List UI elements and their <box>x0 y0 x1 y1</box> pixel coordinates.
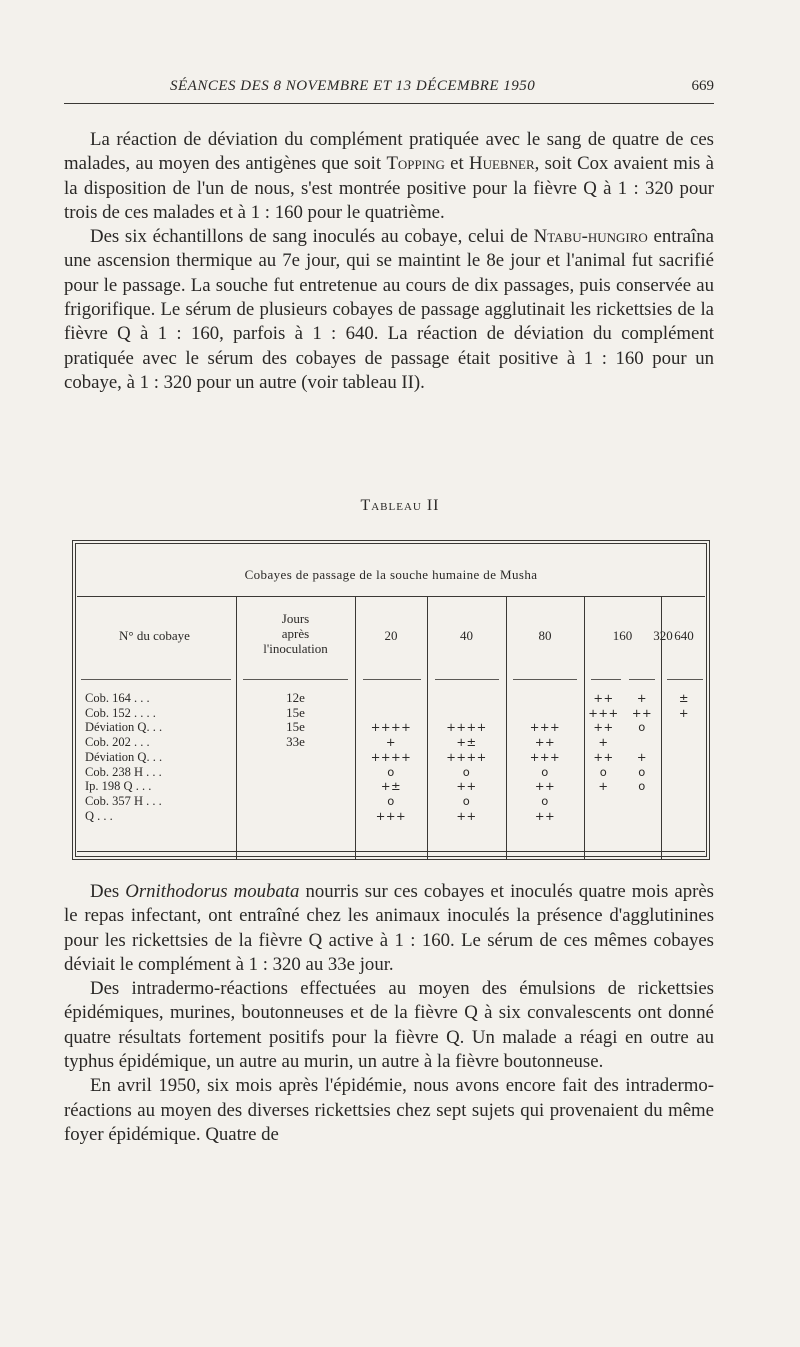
cell-d80: ++ <box>534 735 556 750</box>
table-subtitle: Cobayes de passage de la souche humaine de Musha <box>244 567 538 582</box>
paragraph-guinea-pig-inoculation: Des six échantillons de sang inoculés au cobaye, celui de Ntabu-hungiro entraîna une ascension thermique au 7e jour, qui se maintint le 8e jour et l'animal fut sacrifié pour le passage. La souche fut entretenue au cours de dix passages, puis conservée au frigorifique. Le sérum de plusieurs cobayes de passage agglutinait les rickettsies de la fièvre Q à 1 : 160, parfois à 1 : 640. La réaction de déviation du complément pratiquée avec le sérum des cobayes de passage était positive à 1 : 160 pour un cobaye, à 1 : 320 pour un autre (voir tableau II). <box>64 226 714 393</box>
cell-d40: ++ <box>456 808 477 823</box>
cell-d640: ± <box>678 691 690 705</box>
header-dilution-40: 40 <box>460 628 473 643</box>
paragraph-ornithodorus: Des Ornithodorus moubata nourris sur ces cobayes et inoculés quatre mois après le repas infectant, ont entraîné chez les animaux inoculés la présence d'agglutinines pour les rickettsies de la fièvre Q active à 1 : 160. Le sérum de ces mêmes cobayes déviait le complément à 1 : 320 au 33e jour. <box>64 881 714 975</box>
header-dash <box>363 679 421 680</box>
author-name: Topping <box>386 153 445 175</box>
cell-d160: ++ <box>593 749 614 764</box>
cell-d80: ++ <box>534 808 556 823</box>
cell-d40: ++++ <box>446 720 487 735</box>
header-dash <box>81 679 231 680</box>
cell-jours: 12e <box>286 690 305 705</box>
row-label: Cob. 164 . . . <box>85 691 150 705</box>
cell-d40: o <box>462 793 471 808</box>
patient-name: Ntabu-hungiro <box>533 226 648 248</box>
table-bottom-rule <box>77 851 705 852</box>
cell-d160: +++ <box>588 705 619 720</box>
cell-d160: ++ <box>593 720 614 735</box>
cell-d80: +++ <box>529 720 561 735</box>
cell-jours: 15e <box>286 719 305 735</box>
header-dash <box>629 679 655 680</box>
header-cobaye: N° du cobaye <box>119 628 190 643</box>
header-dilution-80: 80 <box>538 628 552 643</box>
cell-d20: ++++ <box>370 720 412 735</box>
paragraph-complement-fixation: La réaction de déviation du complément pratiquée avec le sang de quatre de ces malades, au moyen des antigènes que soit Topping et Huebner, soit Cox avaient mis à la disposition de l'un de nous, s'est montrée positive pour la fièvre Q à 1 : 320 pour trois de ces malades et à 1 : 160 pour le quatrième. <box>64 129 714 223</box>
header-dash <box>667 679 703 680</box>
cell-d20: +± <box>380 779 402 794</box>
row-label: Q . . . <box>85 808 113 823</box>
row-label: Cob. 202 . . . <box>85 735 150 750</box>
cell-d320: o <box>638 764 646 779</box>
cell-d320: ++ <box>631 705 653 720</box>
upper-text-block <box>64 128 714 395</box>
header-dash <box>513 679 577 680</box>
row-label: Cob. 152 . . . . <box>85 705 156 720</box>
cell-d640: + <box>678 705 690 720</box>
header-dilution-160: 160 <box>612 628 633 643</box>
cell-d320: + <box>636 749 648 764</box>
cell-d160: + <box>598 735 609 750</box>
cell-d20: o <box>387 764 395 779</box>
header-dash <box>591 679 621 680</box>
header-dilution-320: 320 <box>653 628 673 643</box>
cell-jours: 33e <box>286 734 305 750</box>
running-title: SÉANCES DES 8 NOVEMBRE ET 13 DÉCEMBRE 1950 <box>170 78 536 94</box>
header-dash <box>243 679 348 680</box>
cell-d20: +++ <box>375 808 407 823</box>
cell-d20: o <box>387 793 395 808</box>
cell-d80: o <box>541 793 549 808</box>
results-table <box>72 540 710 860</box>
cell-d320: o <box>638 720 646 735</box>
row-label: Déviation Q. . . <box>85 720 163 735</box>
cell-d20: + <box>385 735 397 750</box>
cell-d20: ++++ <box>370 749 412 764</box>
cell-d40: +± <box>456 735 477 750</box>
row-label: Cob. 357 H . . . <box>85 793 162 808</box>
paragraph-intradermo: Des intradermo-réactions effectuées au moyen des émulsions de rickettsies épidémiques, murines, boutonneuses et de la fièvre Q à six convalescents ont donné quatre résultats fortement positifs pour la fièvre Q. Un malade a réagi en outre au typhus épidémique, un autre au murin, un autre à la fièvre boutonneuse. <box>64 978 714 1073</box>
row-label: Cob. 238 H . . . <box>85 764 162 779</box>
paragraph-april-1950: En avril 1950, six mois après l'épidémie, nous avons encore fait des intradermo-réactions au moyen des diverses rickettsies chez sept sujets qui provenaient du même foyer épidémique. Quatre de <box>64 1075 714 1145</box>
row-label: Ip. 198 Q . . . <box>85 779 152 794</box>
cell-d80: o <box>541 764 549 779</box>
cell-d160: ++ <box>593 691 614 705</box>
author-name: Huebner <box>469 153 535 175</box>
cell-d40: ++ <box>456 779 477 794</box>
table-caption: Tableau II <box>360 497 440 514</box>
header-dilution-20: 20 <box>384 628 398 643</box>
cell-d40: ++++ <box>446 749 487 764</box>
table-rule <box>77 596 705 597</box>
cell-d80: ++ <box>534 779 556 794</box>
species-name: Ornithodorus moubata <box>125 881 300 902</box>
cell-jours: 15e <box>286 704 305 720</box>
row-label: Déviation Q. . . <box>85 749 163 764</box>
header-rule <box>64 103 714 104</box>
lower-text-block <box>64 880 714 1147</box>
header-dilution-640: 640 <box>674 628 694 643</box>
cell-d160: o <box>599 764 608 779</box>
cell-d80: +++ <box>529 749 561 764</box>
cell-d160: + <box>598 779 609 794</box>
cell-d40: o <box>462 764 471 779</box>
cell-d320: + <box>636 691 648 705</box>
header-dash <box>435 679 499 680</box>
header-jours: Jours après l'inoculation <box>263 611 328 656</box>
page-number: 669 <box>691 78 714 94</box>
cell-d320: o <box>638 779 646 794</box>
